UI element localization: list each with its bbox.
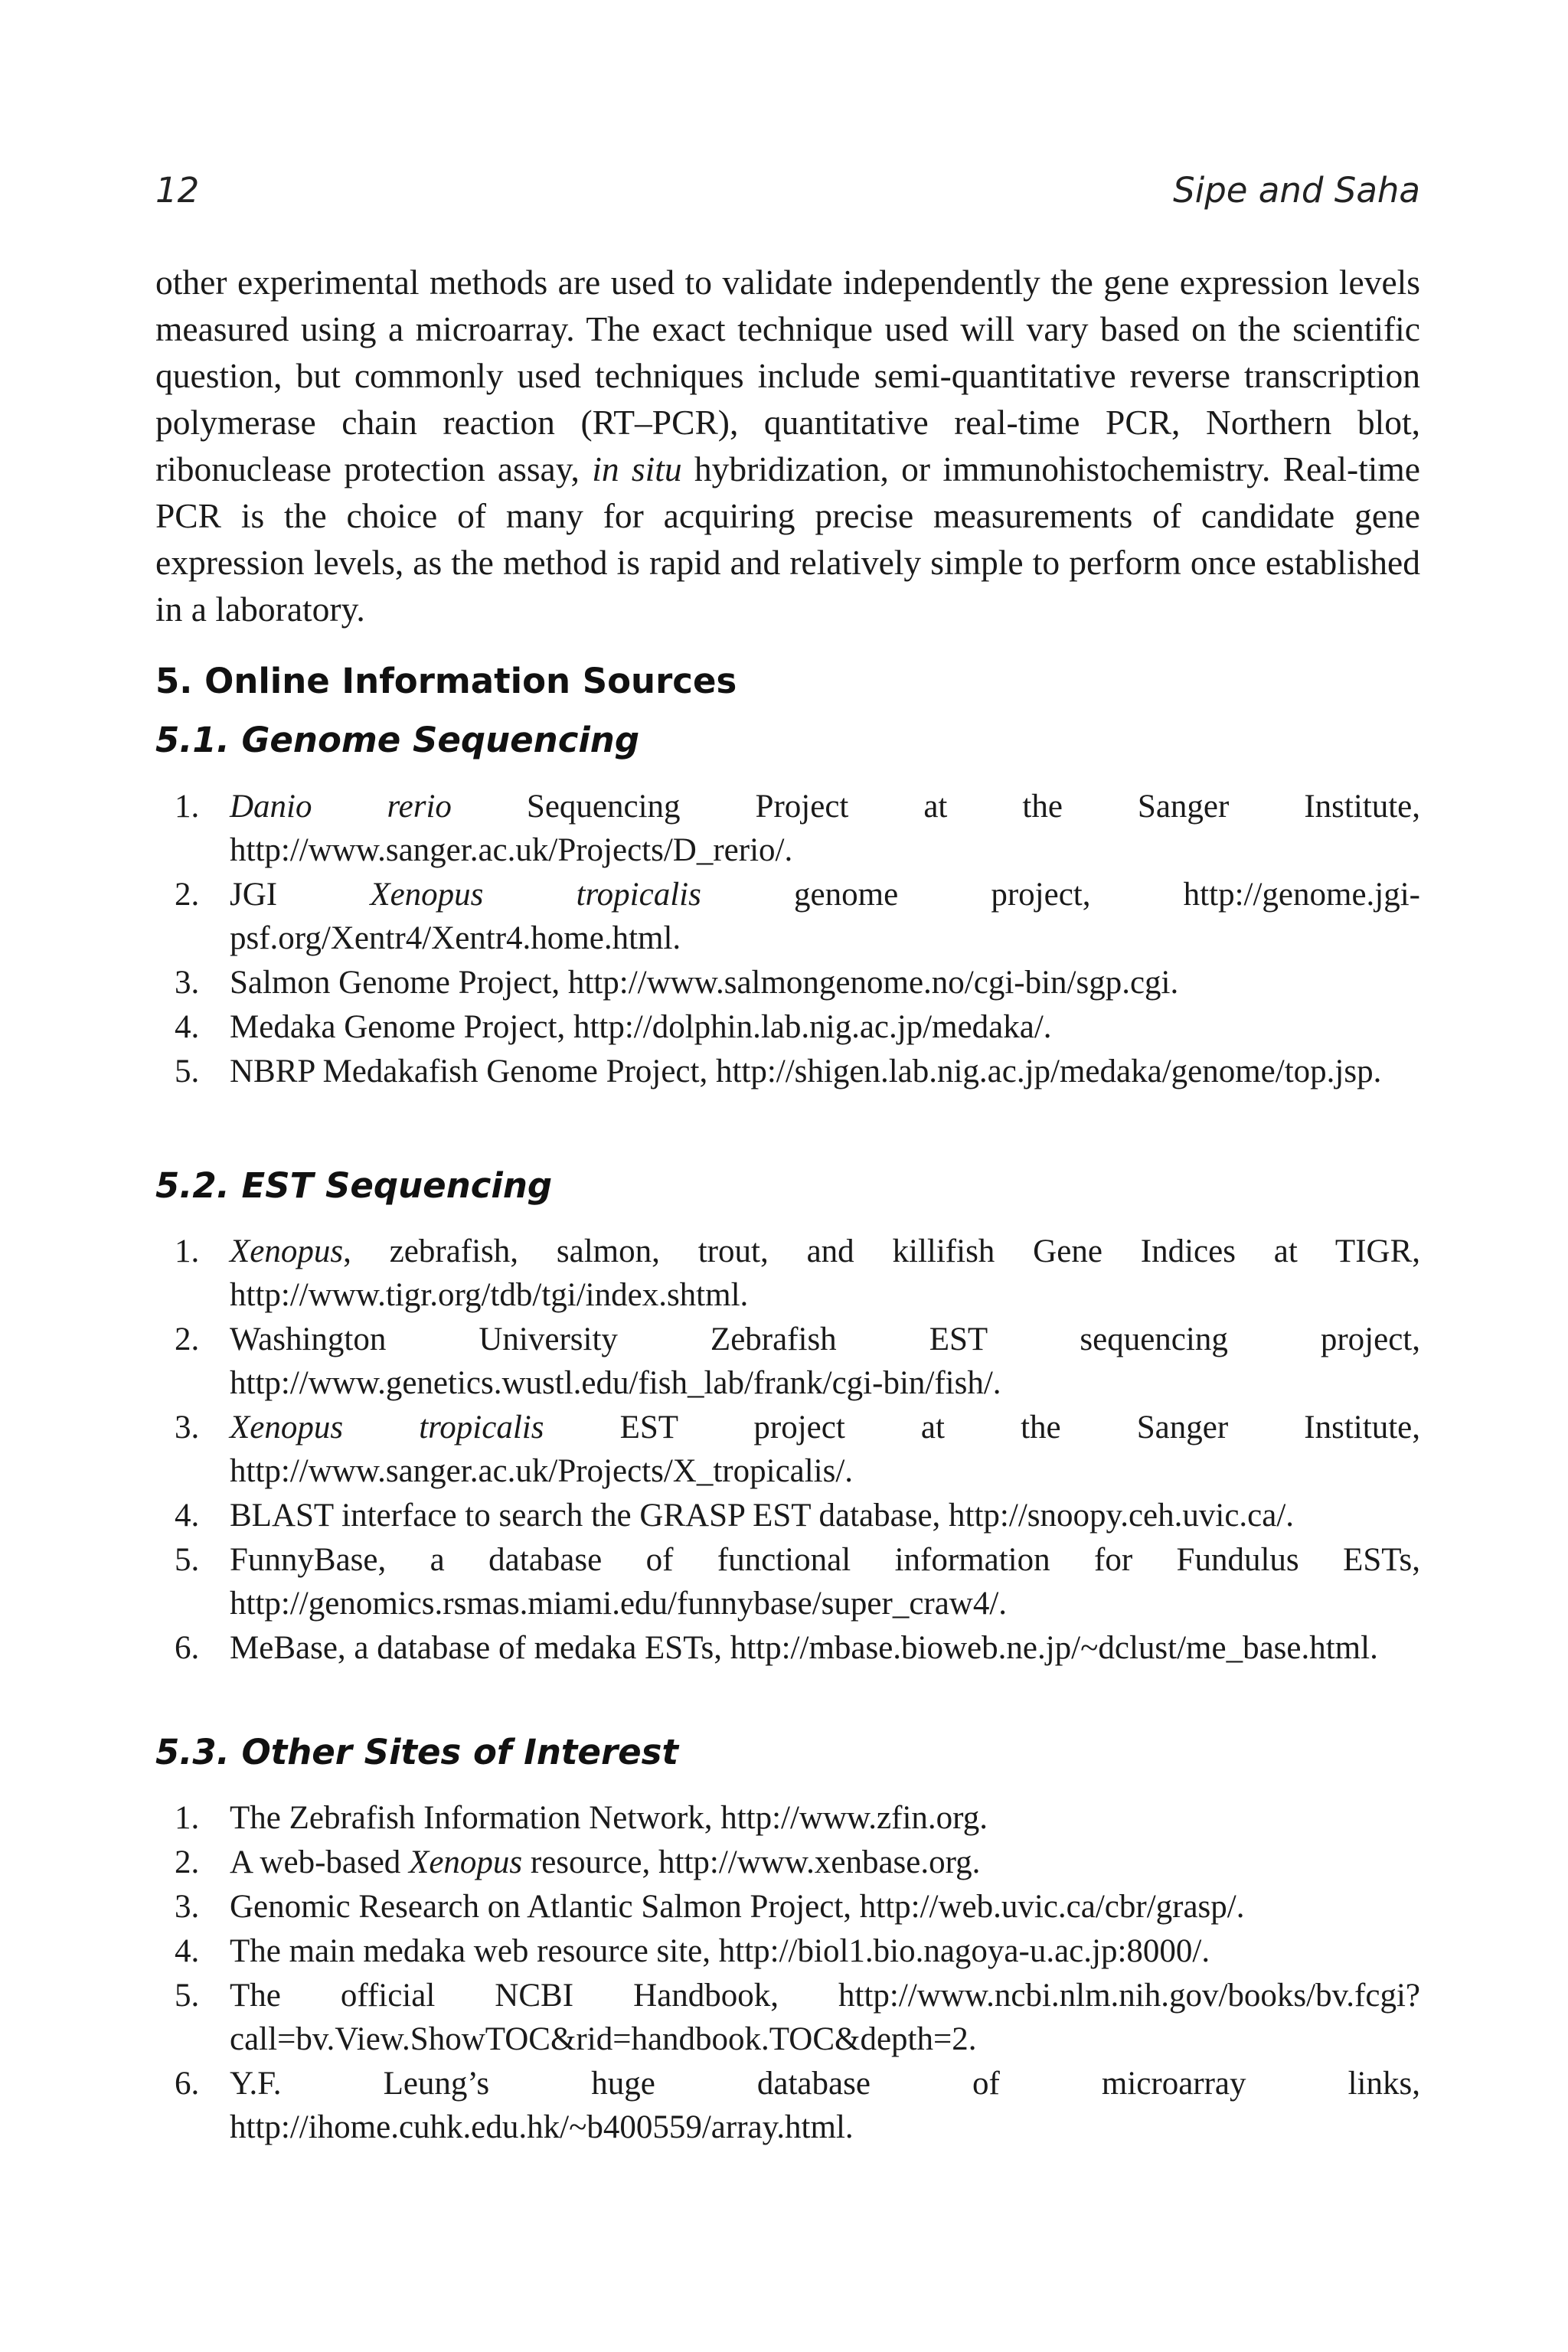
paragraph-italic: in situ	[592, 449, 682, 488]
list-item	[155, 1318, 1420, 1405]
list-item	[155, 1929, 1420, 1973]
genome-list	[155, 785, 1420, 1094]
item-text: resource, http://www.xenbase.org.	[522, 1844, 981, 1880]
item-text: genome project, http://genome.jgi-psf.org/Xentr4/Xentr4.home.html.	[230, 877, 1420, 956]
page	[155, 0, 1420, 2352]
item-number: 6.	[175, 1630, 200, 1666]
section-heading: 5. Online Information Sources	[155, 661, 737, 701]
item-number: 3.	[175, 1889, 200, 1925]
item-prefix: A web-based	[230, 1844, 410, 1880]
item-number: 2.	[175, 877, 200, 913]
item-text: Salmon Genome Project, http://www.salmongenome.no/cgi-bin/sgp.cgi.	[230, 965, 1179, 1001]
paragraph-text: other experimental methods are used to validate independently the gene expression levels measured using a microarray. The exact technique used will vary based on the scientific question, but commonly used techniques include semi-quantitative reverse transcription polymerase chain reaction (RT–PCR), quantitative real-time PCR, Northern blot, ribonuclease protection assay,	[155, 263, 1420, 488]
est-list	[155, 1230, 1420, 1671]
other-sites-list	[155, 1796, 1420, 2150]
item-italic: Xenopus	[409, 1844, 523, 1880]
item-text: Medaka Genome Project, http://dolphin.lab.nig.ac.jp/medaka/.	[230, 1009, 1052, 1045]
list-item	[155, 873, 1420, 960]
list-item	[155, 1406, 1420, 1493]
item-number: 6.	[175, 2066, 200, 2102]
list-item	[155, 1050, 1420, 1093]
item-italic: Xenopus tropicalis	[370, 877, 701, 913]
list-item	[155, 1230, 1420, 1317]
running-title: Sipe and Saha	[1173, 170, 1420, 211]
item-number: 1.	[175, 789, 200, 825]
list-item	[155, 1974, 1420, 2061]
item-italic: Xenopus tropicalis	[230, 1410, 544, 1446]
item-italic: Xenopus	[230, 1233, 344, 1269]
item-text: The Zebrafish Information Network, http://www.zfin.org.	[230, 1800, 988, 1836]
item-text: NBRP Medakafish Genome Project, http://shigen.lab.nig.ac.jp/medaka/genome/top.jsp.	[230, 1054, 1382, 1089]
item-number: 3.	[175, 1410, 200, 1446]
item-prefix: JGI	[230, 877, 371, 913]
subsection-heading-genome: 5.1. Genome Sequencing	[155, 720, 640, 760]
item-number: 3.	[175, 965, 200, 1001]
list-item	[155, 1538, 1420, 1625]
running-head	[155, 170, 1420, 216]
list-item	[155, 1494, 1420, 1537]
item-number: 4.	[175, 1933, 200, 1969]
list-item	[155, 785, 1420, 872]
list-item	[155, 1841, 1420, 1884]
list-item	[155, 1626, 1420, 1670]
item-text: , zebrafish, salmon, trout, and killifish Gene Indices at TIGR, http://www.tigr.org/tdb/tgi/index.shtml.	[230, 1233, 1420, 1313]
item-text: MeBase, a database of medaka ESTs, http://mbase.bioweb.ne.jp/~dclust/me_base.html.	[230, 1630, 1378, 1666]
subsection-heading-other: 5.3. Other Sites of Interest	[155, 1732, 678, 1772]
item-text: The official NCBI Handbook, http://www.ncbi.nlm.nih.gov/books/bv.fcgi?call=bv.View.ShowTOC&rid=handbook.TOC&depth=2.	[230, 1978, 1420, 2057]
item-number: 5.	[175, 1054, 200, 1089]
item-text: EST project at the Sanger Institute, http://www.sanger.ac.uk/Projects/X_tropicalis/.	[230, 1410, 1420, 1489]
item-number: 2.	[175, 1844, 200, 1880]
item-text: Sequencing Project at the Sanger Institute, http://www.sanger.ac.uk/Projects/D_rerio/.	[230, 789, 1421, 868]
item-text: BLAST interface to search the GRASP EST database, http://snoopy.ceh.uvic.ca/.	[230, 1498, 1295, 1534]
item-number: 5.	[175, 1978, 200, 2014]
item-number: 2.	[175, 1321, 200, 1357]
item-number: 4.	[175, 1498, 200, 1534]
paragraph-text-end: hybridization, or immunohistochemistry. Real-time PCR is the choice of many for acquiring precise measurements of candidate gene expression levels, as the method is rapid and relatively simple to perform once established in a laboratory.	[155, 449, 1421, 629]
item-number: 4.	[175, 1009, 200, 1045]
item-number: 5.	[175, 1542, 200, 1578]
body-paragraph	[155, 259, 1420, 632]
item-text: The main medaka web resource site, http://biol1.bio.nagoya-u.ac.jp:8000/.	[230, 1933, 1210, 1969]
list-item	[155, 961, 1420, 1004]
subsection-heading-est: 5.2. EST Sequencing	[155, 1165, 553, 1206]
item-text: Y.F. Leung’s huge database of microarray links, http://ihome.cuhk.edu.hk/~b400559/array.html.	[230, 2066, 1420, 2145]
page-number: 12	[155, 170, 200, 211]
item-text: Washington University Zebrafish EST sequencing project, http://www.genetics.wustl.edu/fish_lab/frank/cgi-bin/fish/.	[230, 1321, 1420, 1401]
list-item	[155, 1796, 1420, 1840]
list-item	[155, 1005, 1420, 1049]
item-text: FunnyBase, a database of functional information for Fundulus ESTs, http://genomics.rsmas.miami.edu/funnybase/super_craw4/.	[230, 1542, 1420, 1622]
list-item	[155, 1885, 1420, 1929]
list-item	[155, 2062, 1420, 2149]
item-number: 1.	[175, 1233, 200, 1269]
item-text: Genomic Research on Atlantic Salmon Project, http://web.uvic.ca/cbr/grasp/.	[230, 1889, 1245, 1925]
item-number: 1.	[175, 1800, 200, 1836]
item-italic: Danio rerio	[230, 789, 452, 825]
